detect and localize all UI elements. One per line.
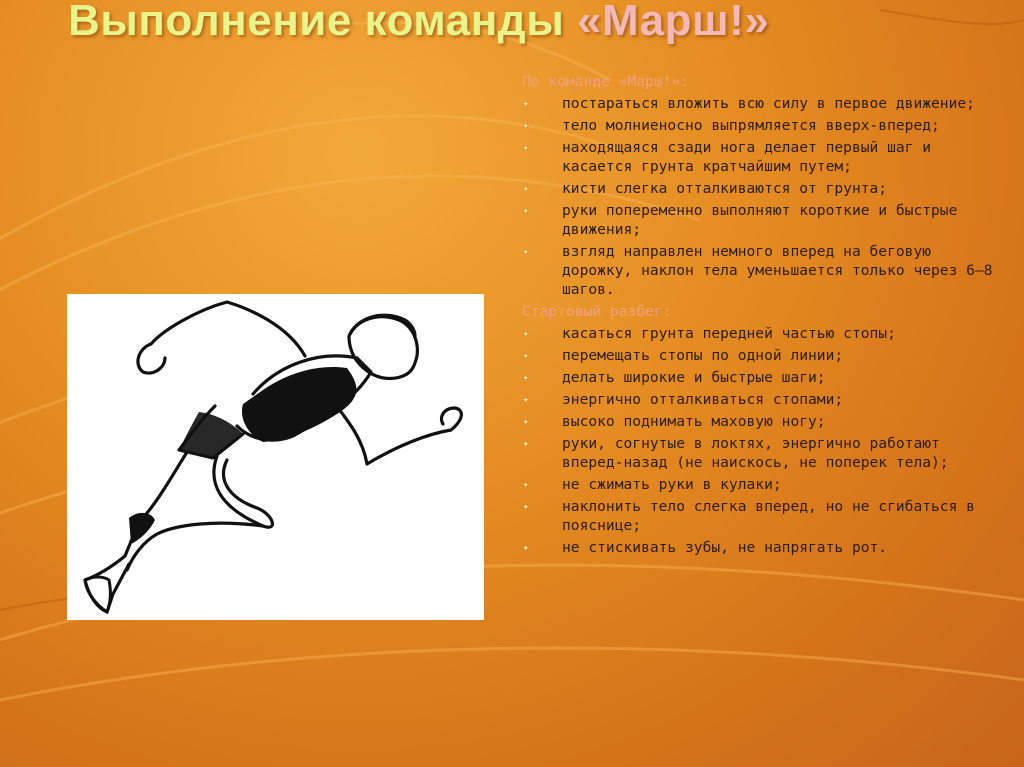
runner-shorts-fill: [179, 412, 243, 458]
march-command-list: [522, 94, 1002, 299]
list-item-text: делать широкие и быстрые шаги;: [562, 369, 826, 386]
bullet-icon: ✦: [522, 477, 530, 491]
list-item: [522, 201, 1002, 239]
bullet-icon: ✦: [522, 326, 530, 340]
bullet-icon: ✦: [522, 118, 530, 132]
list-item: [522, 138, 1002, 176]
runner-back-arm: [138, 302, 305, 373]
bullet-icon: ✦: [522, 414, 530, 428]
bullet-icon: ✦: [522, 370, 530, 384]
list-item-text: руки попеременно выполняют короткие и быстрые движения;: [562, 202, 958, 238]
list-item: [522, 475, 1002, 494]
list-item-text: тело молниеносно выпрямляется вверх-вперед;: [562, 117, 940, 134]
list-item-text: кисти слегка отталкиваются от грунта;: [562, 180, 888, 197]
sprinter-drawing: [67, 294, 484, 620]
list-item: [522, 324, 1002, 343]
runner-shoe-back: [85, 577, 110, 612]
list-item-text: перемещать стопы по одной линии;: [562, 347, 844, 364]
list-item: [522, 242, 1002, 299]
section-heading-march-command: По команде «Марш!»:: [522, 73, 689, 90]
sprinter-illustration: [67, 294, 484, 620]
list-item-text: руки, согнутые в локтях, энергично работают вперед-назад (не наискось, не поперек тела);: [562, 435, 949, 471]
bullet-icon: ✦: [522, 499, 530, 513]
bullet-icon: ✦: [522, 96, 530, 110]
list-item: [522, 94, 1002, 113]
list-item-text: высоко поднимать маховую ногу;: [562, 413, 826, 430]
list-item-text: не сжимать руки в кулаки;: [562, 476, 782, 493]
list-item-text: касаться грунта передней частью стопы;: [562, 325, 896, 342]
section-heading-starting-run: Стартовый разбег:: [522, 303, 672, 320]
bullet-icon: ✦: [522, 181, 530, 195]
list-item-text: энергично отталкиваться стопами;: [562, 391, 844, 408]
slide-title-main: Выполнение команды: [68, 0, 578, 45]
runner-front-leg: [214, 456, 273, 527]
runner-front-arm: [335, 404, 461, 464]
instructions-panel: [522, 72, 1002, 560]
list-item: [522, 538, 1002, 557]
runner-singlet: [242, 367, 356, 442]
list-item: [522, 390, 1002, 409]
list-item: [522, 179, 1002, 198]
list-item-text: постараться вложить всю силу в первое движение;: [562, 95, 975, 112]
list-item-text: взгляд направлен немного вперед на беговую дорожку, наклон тела уменьшается только через 6–8 шагов.: [562, 243, 993, 298]
starting-run-list: [522, 324, 1002, 557]
bullet-icon: ✦: [522, 540, 530, 554]
bullet-icon: ✦: [522, 348, 530, 362]
list-item-text: не стискивать зубы, не напрягать рот.: [562, 539, 888, 556]
list-item: [522, 368, 1002, 387]
bullet-icon: ✦: [522, 436, 530, 450]
bullet-icon: ✦: [522, 392, 530, 406]
list-item-text: находящаяся сзади нога делает первый шаг и касается грунта кратчайшим путем;: [562, 139, 932, 175]
bullet-icon: ✦: [522, 244, 530, 258]
list-item: [522, 497, 1002, 535]
list-item-text: наклонить тело слегка вперед, но не сгибаться в пояснице;: [562, 498, 975, 534]
list-item: [522, 346, 1002, 365]
bullet-icon: ✦: [522, 203, 530, 217]
runner-head: [349, 317, 417, 379]
list-item: [522, 434, 1002, 472]
slide-title: [68, 0, 1008, 46]
slide-title-accent: «Марш!»: [577, 0, 770, 45]
list-item: [522, 116, 1002, 135]
list-item: [522, 412, 1002, 431]
bullet-icon: ✦: [522, 140, 530, 154]
